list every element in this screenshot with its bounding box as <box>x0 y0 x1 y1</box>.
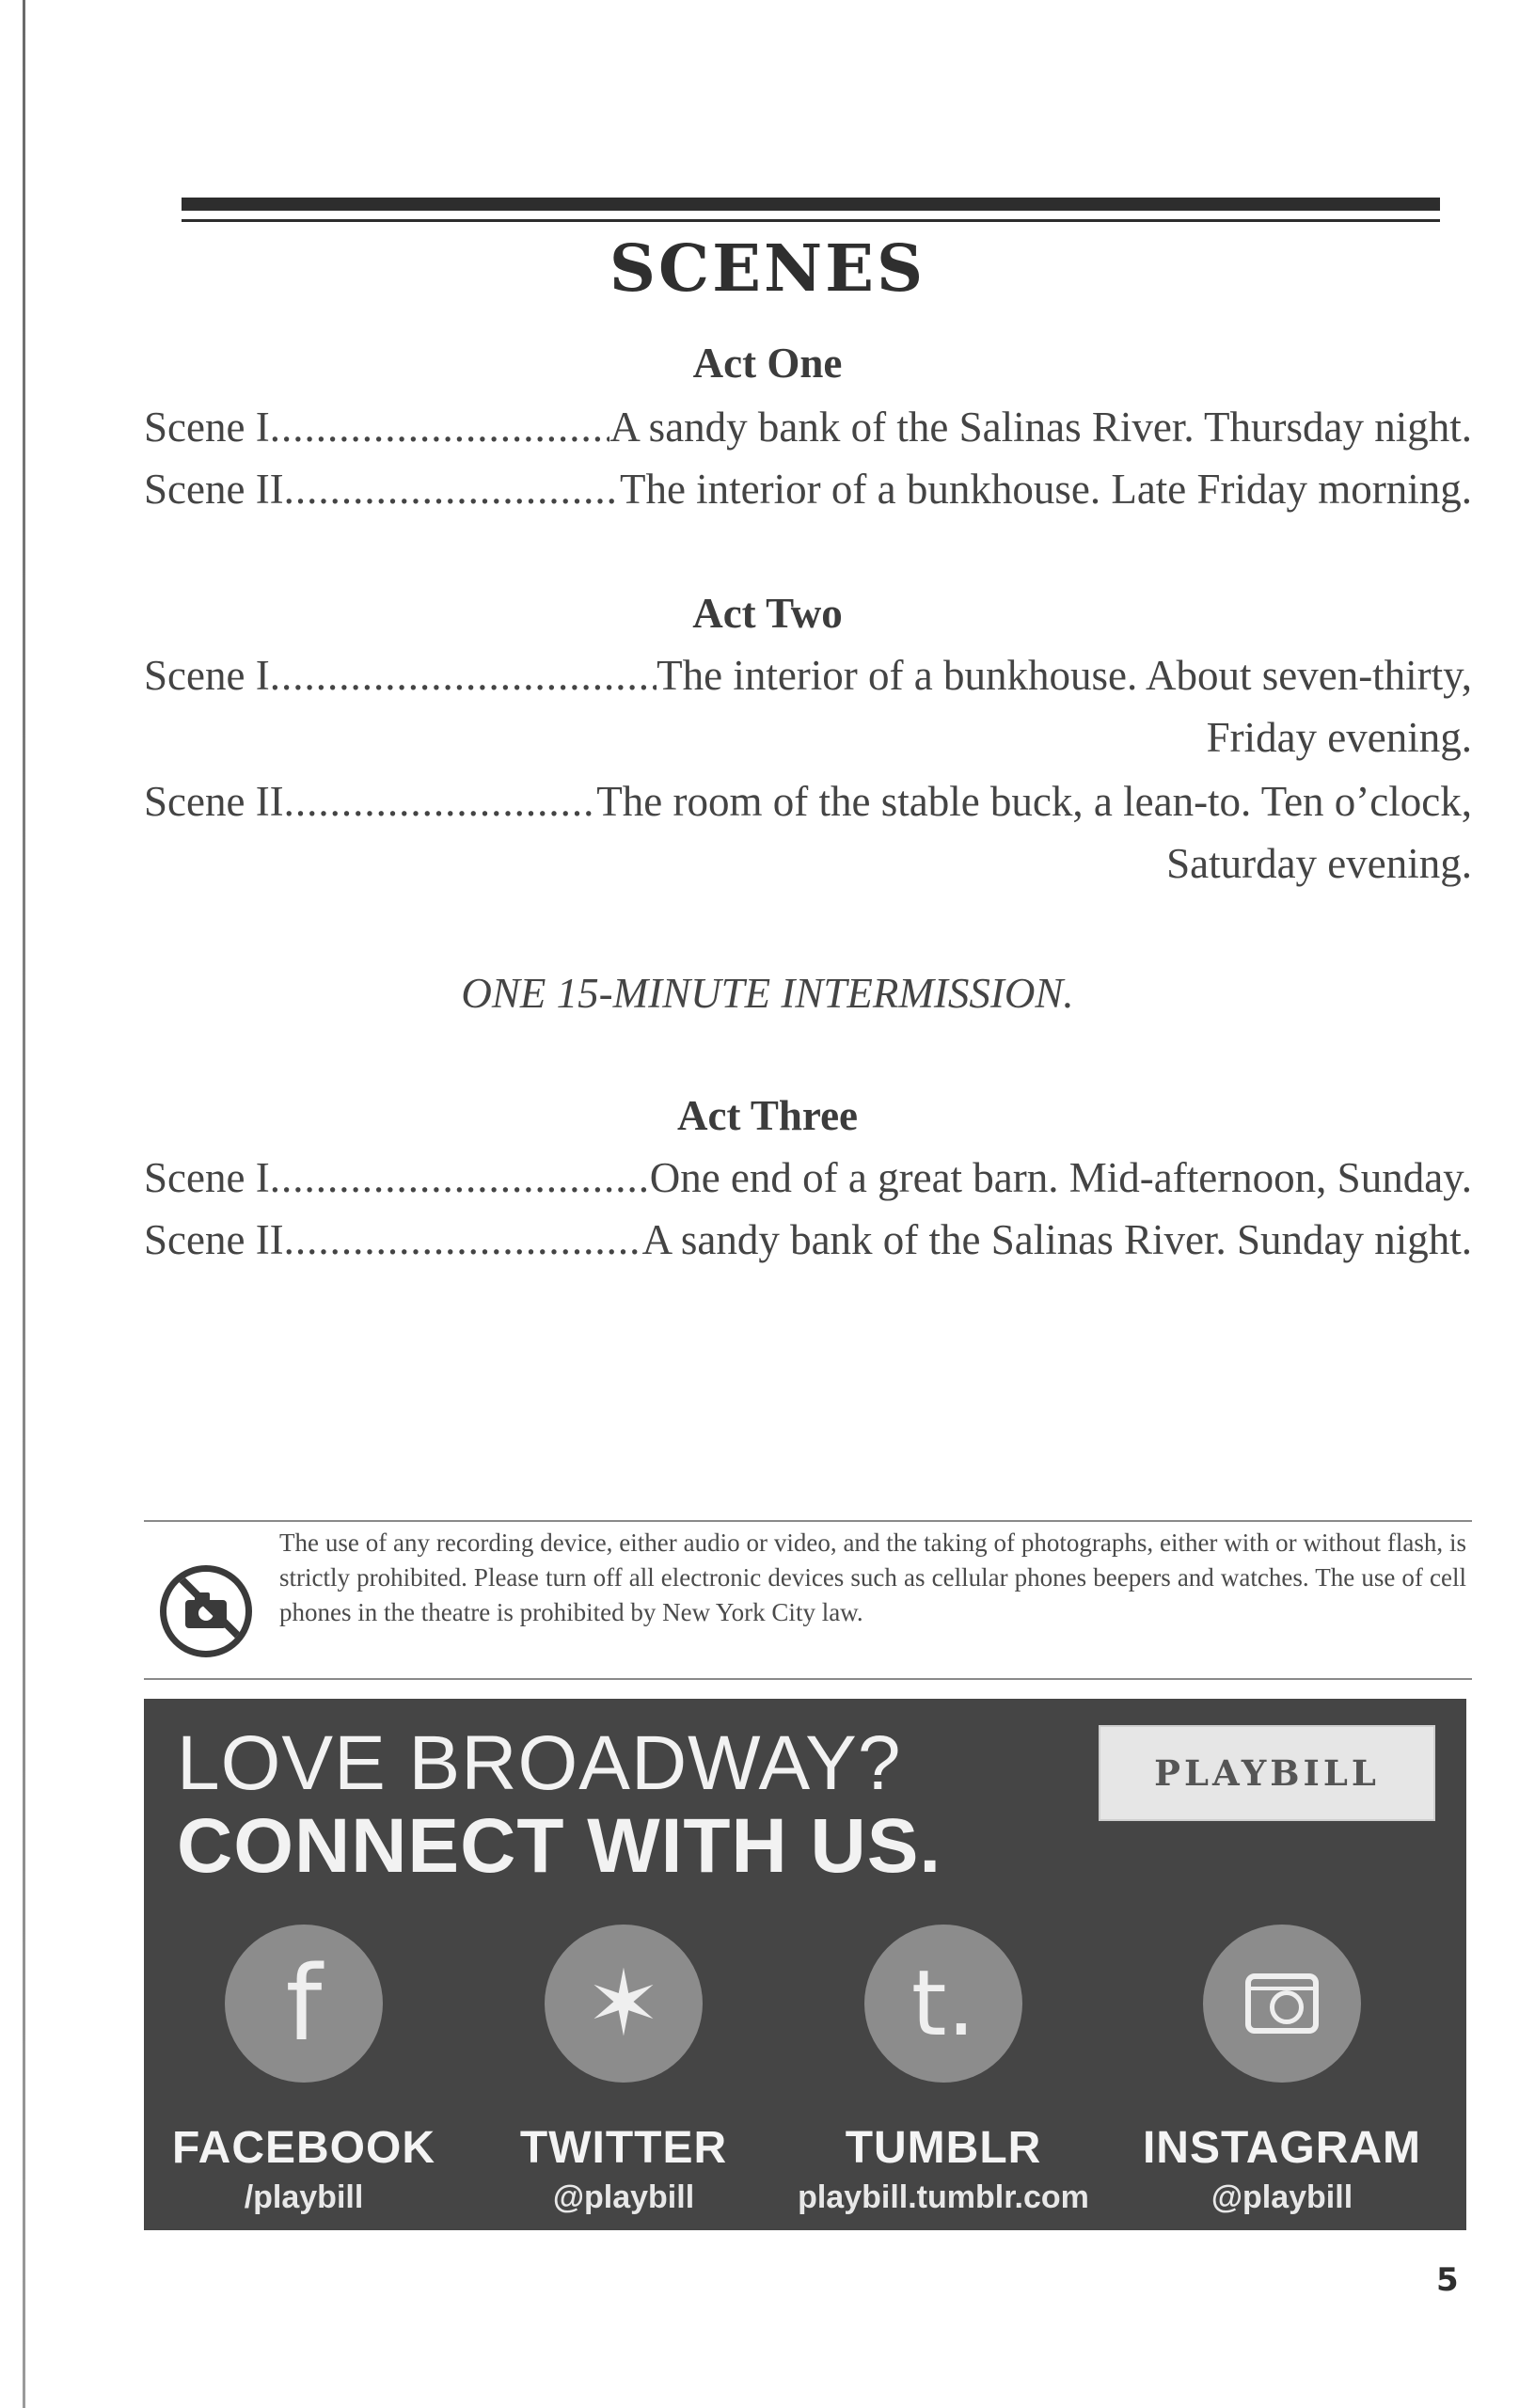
leader-dots <box>270 1153 650 1202</box>
connect-banner <box>144 1699 1466 2230</box>
header-rule-thin <box>182 219 1440 222</box>
scene-label: Scene II <box>144 1216 284 1263</box>
header-rule-thick <box>182 198 1440 211</box>
social-name: FACEBOOK <box>171 2123 435 2173</box>
no-camera-icon <box>160 1565 252 1657</box>
act-three-scene-one <box>144 1153 1472 1210</box>
leader-dots <box>270 403 610 452</box>
scene-label: Scene II <box>144 778 284 825</box>
notice-rule-top <box>144 1520 1472 1522</box>
act-three-scene-two <box>144 1215 1472 1272</box>
social-name: TWITTER <box>519 2123 728 2173</box>
camera-icon <box>1245 1973 1319 2034</box>
page-number: 5 <box>1436 2261 1459 2299</box>
instagram-icon[interactable] <box>1203 1925 1361 2083</box>
notice-rule-bottom <box>144 1678 1472 1680</box>
scene-description: The interior of a bunkhouse. About seven-thirty, <box>657 652 1472 699</box>
act-one-heading: Act One <box>692 340 843 387</box>
leader-dots <box>270 651 657 700</box>
leader-dots <box>284 1215 642 1264</box>
intermission-note: ONE 15-MINUTE INTERMISSION. <box>461 970 1074 1017</box>
scene-description: The room of the stable buck, a lean-to. Ten o’clock, <box>596 778 1472 825</box>
act-three-heading: Act Three <box>676 1092 859 1139</box>
social-facebook[interactable] <box>144 1925 464 2216</box>
social-handle[interactable]: @playbill <box>1211 2179 1353 2215</box>
social-name: TUMBLR <box>845 2123 1042 2173</box>
facebook-icon[interactable]: f <box>225 1925 383 2083</box>
banner-headline: LOVE BROADWAY? <box>177 1720 902 1806</box>
social-handle[interactable]: /playbill <box>244 2179 364 2215</box>
social-name: INSTAGRAM <box>1142 2123 1422 2173</box>
scene-description: A sandy bank of the Salinas River. Sunday night. <box>641 1216 1472 1263</box>
scene-description-continued: Saturday evening. <box>1166 840 1472 887</box>
page-title: SCENES <box>609 231 926 307</box>
act-two-scene-one <box>144 651 1472 707</box>
scene-label: Scene I <box>144 652 270 699</box>
recording-notice: The use of any recording device, either audio or video, and the taking of photographs, either with or without flash, is strictly prohibited. Please turn off all electronic devices such as cellular phones beepers and watches. The use of cell phones in the theatre is prohibited by New York City law. <box>279 1529 1466 1626</box>
scene-description-continued: Friday evening. <box>1206 714 1472 761</box>
act-one-scene-two <box>144 465 1472 521</box>
scene-label: Scene II <box>144 466 284 513</box>
social-handle[interactable]: @playbill <box>552 2179 695 2215</box>
scene-label: Scene I <box>144 1154 270 1201</box>
banner-subheadline: CONNECT WITH US. <box>177 1803 942 1889</box>
leader-dots <box>284 777 597 826</box>
social-handle[interactable]: playbill.tumblr.com <box>798 2179 1089 2215</box>
act-two-scene-two <box>144 777 1472 833</box>
act-two-heading: Act Two <box>692 590 843 637</box>
prohibition-slash <box>171 1569 252 1655</box>
playbill-logo: PLAYBILL <box>1099 1725 1435 1821</box>
social-tumblr[interactable] <box>783 1925 1103 2216</box>
bird-icon: ✶ <box>585 1954 662 2054</box>
scene-description: One end of a great barn. Mid-afternoon, Sunday. <box>649 1154 1472 1201</box>
social-twitter[interactable] <box>464 1925 783 2216</box>
act-one-scene-one <box>144 403 1472 459</box>
scene-label: Scene I <box>144 404 270 451</box>
social-instagram[interactable] <box>1122 1925 1442 2216</box>
scene-description: The interior of a bunkhouse. Late Friday morning. <box>619 466 1472 513</box>
leader-dots <box>284 465 620 514</box>
tumblr-icon[interactable]: t. <box>864 1925 1022 2083</box>
twitter-icon[interactable] <box>545 1925 703 2083</box>
scene-description: A sandy bank of the Salinas River. Thursday night. <box>609 404 1472 451</box>
